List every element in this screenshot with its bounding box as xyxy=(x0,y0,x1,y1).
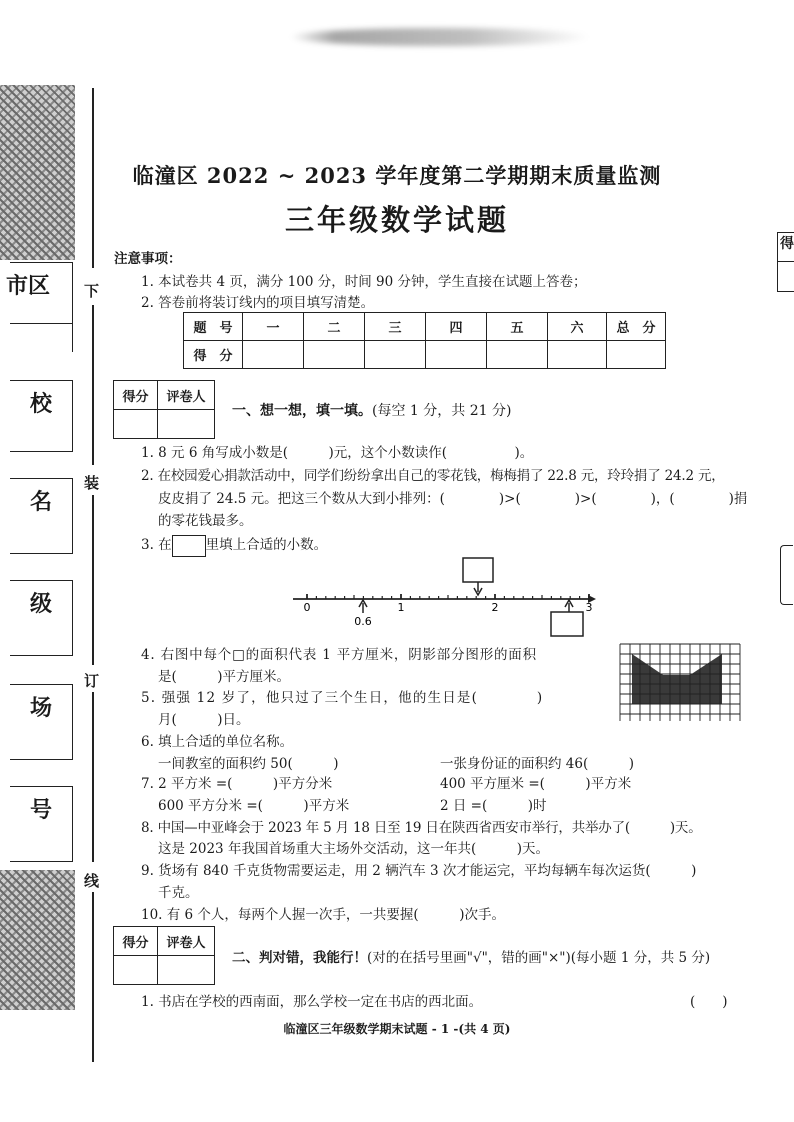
right-edge-char: 得 xyxy=(778,233,794,262)
question-8-line2: 这是 2023 年我国首场重大主场外交活动，这一年共( )天。 xyxy=(158,841,549,857)
score-table-header-label: 题 号 xyxy=(184,313,243,341)
subject-title: 三年级数学试题 xyxy=(284,203,509,237)
score-table-column: 一 xyxy=(243,313,304,341)
answer-box-icon xyxy=(172,535,206,557)
question-7a: 7. 2 平方米 =( )平方分米 xyxy=(141,776,333,792)
score-table-column: 四 xyxy=(426,313,487,341)
scan-shadow xyxy=(290,28,590,46)
number-line xyxy=(285,555,615,645)
question-6b: 一张身份证的面积约 46( ) xyxy=(440,756,635,772)
score-table-score-label: 得 分 xyxy=(184,341,243,369)
score-table-column: 总 分 xyxy=(607,313,666,341)
score-cell[interactable] xyxy=(548,341,607,369)
question-6a: 一间教室的面积约 50( ) xyxy=(158,756,339,772)
section1-title: 一、想一想，填一填。 xyxy=(232,403,372,419)
binding-line xyxy=(92,692,94,862)
question-5-line1: 5. 强强 12 岁了，他只过了三个生日，他的生日是( ) xyxy=(141,690,544,706)
right-edge-bracket xyxy=(780,545,793,605)
exam-title: 临潼区 2022 ~ 2023 学年度第二学期期末质量监测 xyxy=(132,163,662,188)
grader-score-cell[interactable] xyxy=(114,410,158,439)
section1-heading xyxy=(232,400,511,420)
field-exam-room[interactable]: 场 xyxy=(10,684,73,760)
question-6: 6. 填上合适的单位名称。 xyxy=(141,734,294,750)
right-edge-box xyxy=(777,232,794,292)
grader-score-cell[interactable] xyxy=(114,956,158,985)
question-7d: 2 日 =( )时 xyxy=(440,798,547,814)
question-5-line2: 月( )日。 xyxy=(158,712,250,728)
field-district[interactable]: 市区 xyxy=(10,262,73,324)
question-2-line1: 2. 在校园爱心捐款活动中，同学们纷纷拿出自己的零花钱，梅梅捐了 22.8 元，玲玲捐了 24.2 元， xyxy=(141,468,725,484)
grader-name-label: 评卷人 xyxy=(158,381,215,410)
tick-label: 3 xyxy=(585,601,593,614)
question-4-line2: 是( )平方厘米。 xyxy=(158,669,291,685)
grader-name-cell[interactable] xyxy=(158,410,215,439)
question-9-line1: 9. 货场有 840 千克货物需要运走，用 2 辆汽车 3 次才能运完，平均每辆车每次运货( ) xyxy=(141,863,697,879)
question-9-line2: 千克。 xyxy=(158,885,199,901)
binding-char: 订 xyxy=(84,672,100,690)
notice-heading: 注意事项： xyxy=(114,251,182,267)
grader-score-label: 得分 xyxy=(114,927,158,956)
binding-char: 下 xyxy=(84,282,100,300)
question-7c: 600 平方分米 =( )平方米 xyxy=(158,798,350,814)
answer-box-lower[interactable] xyxy=(551,612,583,636)
score-cell[interactable] xyxy=(365,341,426,369)
field-seat-number[interactable]: 号 xyxy=(10,786,73,862)
section2-note: (对的在括号里画"√"，错的画"×")(每小题 1 分，共 5 分) xyxy=(367,950,711,966)
grader-score-label: 得分 xyxy=(114,381,158,410)
area-grid-figure xyxy=(617,641,742,721)
score-table-column: 五 xyxy=(487,313,548,341)
section1-note: (每空 1 分，共 21 分) xyxy=(372,403,512,419)
field-class[interactable]: 级 xyxy=(10,580,73,656)
score-cell[interactable] xyxy=(304,341,365,369)
decorative-border-bottom xyxy=(0,870,75,1010)
tick-label: 2 xyxy=(491,601,499,614)
tick-label: 1 xyxy=(397,601,405,614)
question-3 xyxy=(141,533,327,557)
section2-title: 二、判对错，我能行！ xyxy=(232,950,367,966)
field-name[interactable]: 名 xyxy=(10,478,73,554)
score-cell[interactable] xyxy=(243,341,304,369)
question-4-line1: 4. 右图中每个□的面积代表 1 平方厘米，阴影部分图形的面积 xyxy=(141,647,537,663)
score-cell[interactable] xyxy=(607,341,666,369)
binding-char: 线 xyxy=(84,872,100,890)
score-cell[interactable] xyxy=(426,341,487,369)
answer-box-upper[interactable] xyxy=(463,558,493,582)
question-3-pre: 3. 在 xyxy=(141,537,172,553)
question-3-post: 里填上合适的小数。 xyxy=(205,537,328,553)
score-table-column: 六 xyxy=(548,313,607,341)
tick-label: 0.6 xyxy=(354,615,372,628)
shaded-shape xyxy=(632,654,722,704)
question-1: 1. 8 元 6 角写成小数是( )元，这个小数读作( )。 xyxy=(141,445,534,461)
binding-line xyxy=(92,305,94,465)
question-2-line3: 的零花钱最多。 xyxy=(158,513,253,529)
binding-line xyxy=(92,495,94,665)
question-7b: 400 平方厘米 =( )平方米 xyxy=(440,776,632,792)
notice-item: 1. 本试卷共 4 页，满分 100 分，时间 90 分钟，学生直接在试题上答卷； xyxy=(141,274,587,290)
score-table-column: 二 xyxy=(304,313,365,341)
question-8-line1: 8. 中国—中亚峰会于 2023 年 5 月 18 日至 19 日在陕西省西安市举行，共举办了( )天。 xyxy=(141,820,702,836)
question-10: 10. 有 6 个人，每两个人握一次手，一共要握( )次手。 xyxy=(141,907,505,923)
grader-box xyxy=(113,380,215,439)
binding-char: 装 xyxy=(84,474,100,492)
tick-label: 0 xyxy=(303,601,311,614)
question-2-line2: 皮皮捐了 24.5 元。把这三个数从大到小排列：( )>( )>( )，( )捐 xyxy=(158,491,748,507)
section2-heading xyxy=(232,946,710,966)
field-school[interactable]: 校 xyxy=(10,380,73,452)
judge-answer-bracket[interactable]: ( ) xyxy=(690,994,728,1010)
notice-item: 2. 答卷前将装订线内的项目填写清楚。 xyxy=(141,295,375,311)
grader-name-label: 评卷人 xyxy=(158,927,215,956)
grader-name-cell[interactable] xyxy=(158,956,215,985)
judge-question-1: 1. 书店在学校的西南面，那么学校一定在书店的西北面。 xyxy=(141,994,483,1010)
page-footer: 临潼区三年级数学期末试题 - 1 -(共 4 页) xyxy=(283,1022,511,1036)
score-table xyxy=(183,312,666,369)
field-gap xyxy=(10,322,73,352)
grader-box xyxy=(113,926,215,985)
score-cell[interactable] xyxy=(487,341,548,369)
score-table-column: 三 xyxy=(365,313,426,341)
